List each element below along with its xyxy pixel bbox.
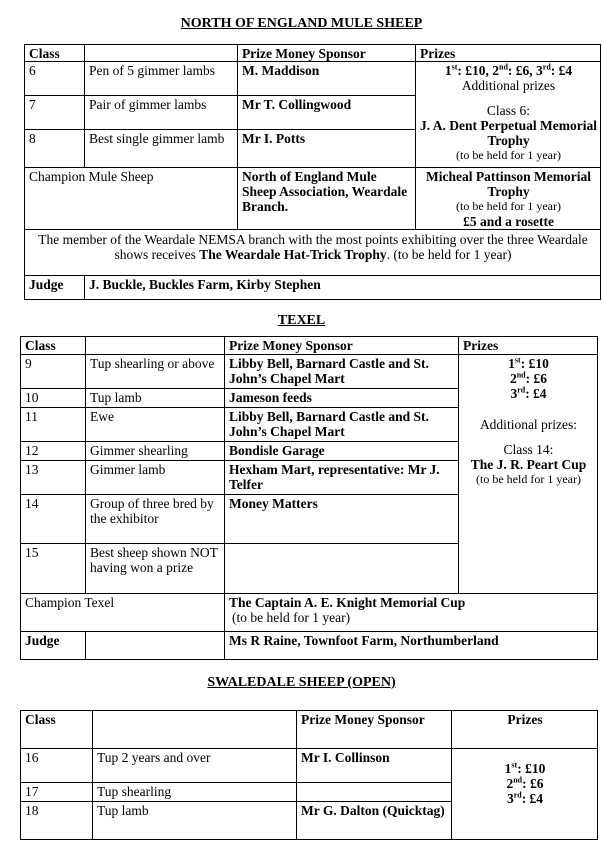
class-description: Tup lamb <box>86 389 225 408</box>
table-row <box>25 62 601 96</box>
section-title-swaledale: SWALEDALE SHEEP (OPEN) <box>207 675 396 690</box>
mule-table <box>24 44 601 300</box>
class-number: 12 <box>21 442 86 461</box>
header-prizes: Prizes <box>459 337 598 355</box>
class-sponsor: Libby Bell, Barnard Castle and St. John’s Chapel Mart <box>225 355 459 389</box>
texel-prizes: 1st: £10 2nd: £6 3rd: £4 Additional prizes: Class 14: The J. R. Peart Cup (to be held for 1 year) <box>459 355 598 594</box>
header-sponsor: Prize Money Sponsor <box>297 711 452 749</box>
champion-label: Champion Mule Sheep <box>25 168 238 230</box>
class-sponsor: Money Matters <box>225 495 459 544</box>
header-prizes: Prizes <box>452 711 598 749</box>
class-sponsor: Mr T. Collingwood <box>238 96 416 130</box>
class-sponsor: M. Maddison <box>238 62 416 96</box>
class-number: 8 <box>25 130 85 168</box>
trophy-name: The J. R. Peart Cup <box>470 457 587 472</box>
trophy-name: J. A. Dent Perpetual Memorial Trophy <box>420 118 597 148</box>
class-number: 15 <box>21 544 86 594</box>
class-sponsor: Mr I. Potts <box>238 130 416 168</box>
header-prizes: Prizes <box>416 45 601 62</box>
class-sponsor: Jameson feeds <box>225 389 459 408</box>
class-description: Pair of gimmer lambs <box>85 96 238 130</box>
swaledale-table <box>20 710 598 840</box>
class-sponsor <box>297 783 452 802</box>
swaledale-prizes: 1st: £10 2nd: £6 3rd: £4 <box>452 749 598 840</box>
class-number: 14 <box>21 495 86 544</box>
judge-name: Ms R Raine, Townfoot Farm, Northumberland <box>225 632 598 660</box>
class-description: Best sheep shown NOT having won a prize <box>86 544 225 594</box>
class-sponsor: Hexham Mart, representative: Mr J. Telfer <box>225 461 459 495</box>
table-row <box>21 355 598 389</box>
class-description: Pen of 5 gimmer lambs <box>85 62 238 96</box>
judge-name: J. Buckle, Buckles Farm, Kirby Stephen <box>85 276 601 300</box>
champion-cup: The Captain A. E. Knight Memorial Cup (to be held for 1 year) <box>225 594 598 632</box>
class-sponsor: Mr G. Dalton (Quicktag) <box>297 802 452 840</box>
section-title-texel: TEXEL <box>277 313 326 328</box>
header-class: Class <box>25 45 85 62</box>
class-number: 11 <box>21 408 86 442</box>
class-sponsor <box>225 544 459 594</box>
class-description: Tup 2 years and over <box>93 749 297 783</box>
champion-label: Champion Texel <box>21 594 225 632</box>
class-number: 6 <box>25 62 85 96</box>
champion-sponsor: North of England Mule Sheep Association, Weardale Branch. <box>238 168 416 230</box>
class-number: 16 <box>21 749 93 783</box>
class-description: Tup shearling or above <box>86 355 225 389</box>
header-class: Class <box>21 337 86 355</box>
champion-row <box>25 168 601 230</box>
judge-label: Judge <box>21 632 86 660</box>
class-sponsor: Libby Bell, Barnard Castle and St. John’s Chapel Mart <box>225 408 459 442</box>
table-row <box>21 749 598 783</box>
header-class: Class <box>21 711 93 749</box>
header-sponsor: Prize Money Sponsor <box>225 337 459 355</box>
class-description: Group of three bred by the exhibitor <box>86 495 225 544</box>
class-description: Best single gimmer lamb <box>85 130 238 168</box>
class-sponsor: Mr I. Collinson <box>297 749 452 783</box>
mule-prizes: 1st: £10, 2nd: £6, 3rd: £4 Additional prizes Class 6: J. A. Dent Perpetual Memorial Trophy (to be held for 1 year) <box>416 62 601 168</box>
class-description: Gimmer lamb <box>86 461 225 495</box>
texel-table <box>20 336 598 660</box>
champion-row <box>21 594 598 632</box>
class-description: Tup shearling <box>93 783 297 802</box>
hat-trick-note: The member of the Weardale NEMSA branch with the most points exhibiting over the three Weardale shows receives The Weardale Hat-Trick Trophy. (to be held for 1 year) <box>25 230 601 276</box>
class-description: Tup lamb <box>93 802 297 840</box>
class-number: 17 <box>21 783 93 802</box>
header-sponsor: Prize Money Sponsor <box>238 45 416 62</box>
champion-prizes: Micheal Pattinson Memorial Trophy (to be held for 1 year) £5 and a rosette <box>416 168 601 230</box>
class-number: 18 <box>21 802 93 840</box>
section-title-mule: NORTH OF ENGLAND MULE SHEEP <box>180 16 423 31</box>
class-number: 13 <box>21 461 86 495</box>
class-description: Ewe <box>86 408 225 442</box>
class-number: 10 <box>21 389 86 408</box>
class-sponsor: Bondisle Garage <box>225 442 459 461</box>
class-description: Gimmer shearling <box>86 442 225 461</box>
class-number: 9 <box>21 355 86 389</box>
class-number: 7 <box>25 96 85 130</box>
judge-label: Judge <box>25 276 85 300</box>
